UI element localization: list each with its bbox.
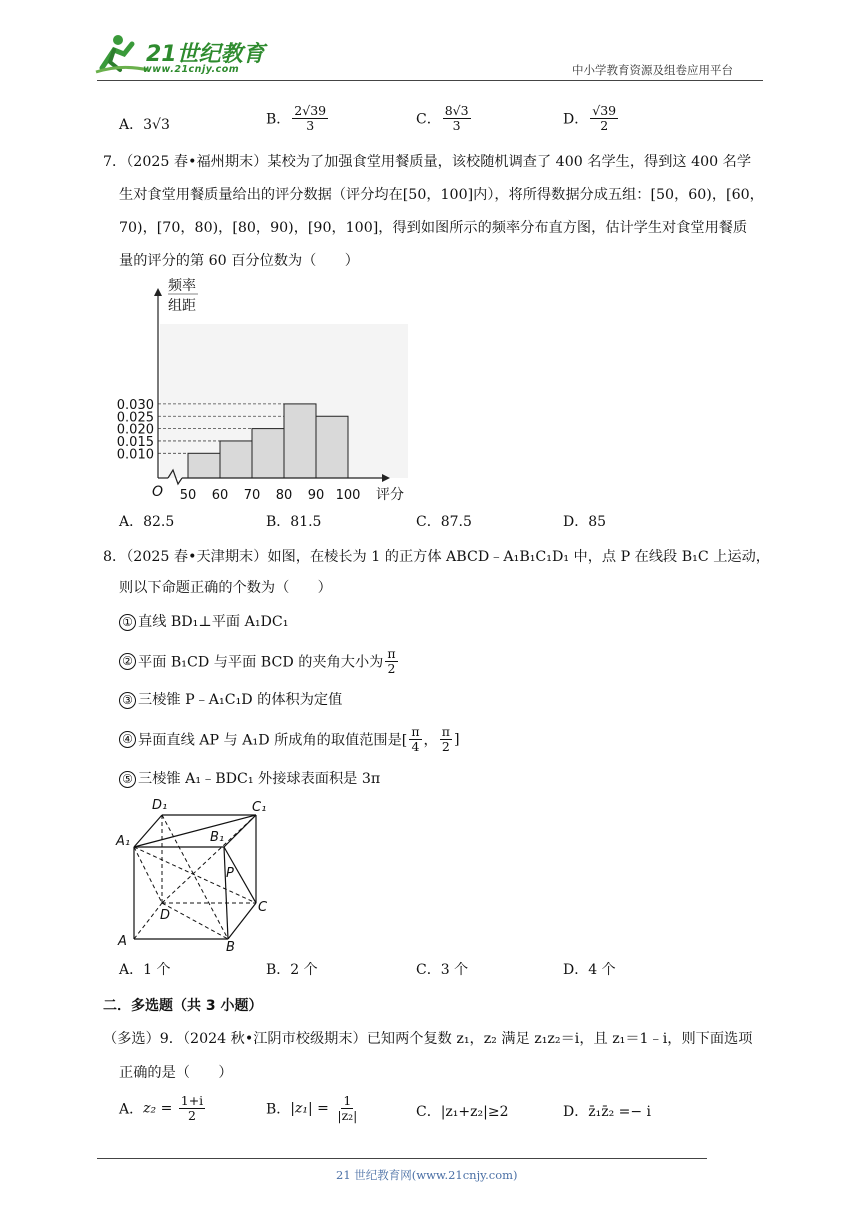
- logo-title: 21世纪教育: [146, 42, 265, 67]
- histogram-bar: [252, 429, 284, 478]
- q6-option-d[interactable]: D． $\frac{√39}{2}$: [563, 103, 617, 133]
- q8-option-c[interactable]: C．3 个: [416, 962, 469, 978]
- q8-statement-1: ① 直线 BD₁⊥平面 A₁DC₁: [119, 612, 288, 632]
- y-tick-label: 0.025: [116, 410, 154, 426]
- y-axis-arrow: [154, 288, 162, 296]
- footer-rule: [97, 1158, 707, 1159]
- q6-option-c[interactable]: C． $\frac{8√3}{3}$: [416, 103, 469, 133]
- q7-line-2: 生对食堂用餐质量给出的评分数据（评分均在[50，100]内），将所得数据分成五组：[50，60)，[60，: [119, 187, 764, 203]
- footer-text[interactable]: 21 世纪教育网(www.21cnjy.com): [336, 1168, 518, 1182]
- logo-url: www.21cnjy.com: [143, 64, 240, 75]
- x-tick-label: 60: [211, 488, 229, 503]
- q8-statement-4: ④ 异面直线 AP 与 A₁D 所成角的取值范围是[ $\frac{\pi}{4}$ ， $\frac{\pi}{2}$ ]: [119, 725, 460, 754]
- header-platform-text: 中小学教育资源及组卷应用平台: [572, 63, 733, 77]
- edge-ad: [134, 903, 162, 939]
- q8-statement-3: ③ 三棱锥 P﹣A₁C₁D 的体积为定值: [119, 690, 342, 710]
- section-title: 二．多选题（共 3 小题）: [103, 998, 263, 1014]
- y-axis-label-top: 频率: [168, 278, 196, 294]
- label-a1: A₁: [116, 834, 131, 849]
- x-tick-label: 70: [243, 488, 261, 503]
- q6-option-a[interactable]: A．3√3: [119, 117, 170, 133]
- histogram-bar: [284, 404, 316, 478]
- cube-figure: [112, 795, 272, 955]
- segment-dc1: [162, 815, 256, 903]
- label-c: C: [258, 900, 268, 915]
- q7-line-3: 70)，[70，80)，[80，90)，[90，100]，得到如图所示的频率分布直方图，估计学生对食堂用餐质: [119, 220, 748, 236]
- q9-option-b[interactable]: B．|z₁| = $\frac{1}{\text{|z₂|}}$: [266, 1093, 358, 1123]
- segment-a1c: [134, 847, 256, 903]
- q7-line-1: 7．（2025 春•福州期末）某校为了加强食堂用餐质量，该校随机调查了 400 名学生，得到这 400 名学: [103, 154, 752, 170]
- x-tick-label: 100: [335, 488, 361, 503]
- q7-line-4: 量的评分的第 60 百分位数为（ ）: [119, 253, 359, 269]
- q9-option-a[interactable]: A．z₂ = $\frac{1+i}{2}$: [119, 1093, 204, 1123]
- q8-intro-2: 则以下命题正确的个数为（ ）: [119, 580, 332, 596]
- label-b: B: [226, 940, 235, 955]
- label-b1: B₁: [210, 830, 225, 845]
- q8-statement-2: ② 平面 B₁CD 与平面 BCD 的夹角大小为 $\frac{\pi}{2}$: [119, 647, 400, 676]
- y-tick-label: 0.010: [116, 447, 154, 463]
- q9-option-d[interactable]: D．z̄₁z̄₂ =− i: [563, 1104, 652, 1120]
- q8-statement-5: ⑤ 三棱锥 A₁﹣BDC₁ 外接球表面积是 3π: [119, 769, 380, 789]
- y-tick-label: 0.020: [116, 422, 154, 438]
- q7-option-d[interactable]: D．85: [563, 514, 607, 530]
- histogram-bar: [188, 453, 220, 478]
- frequency-histogram: [110, 272, 420, 512]
- x-tick-label: 80: [275, 488, 293, 503]
- y-tick-label: 0.030: [116, 397, 154, 413]
- q8-option-b[interactable]: B．2 个: [266, 962, 318, 978]
- header-rule: [97, 80, 763, 81]
- q8-intro-1: 8．（2025 春•天津期末）如图，在棱长为 1 的正方体 ABCD﹣A₁B₁C₁D₁ 中，点 P 在线段 B₁C 上运动，: [103, 549, 770, 565]
- q6-option-b[interactable]: B． $\frac{2√39}{3}$: [266, 103, 327, 133]
- q8-option-a[interactable]: A．1 个: [119, 962, 171, 978]
- edge-a1d1: [134, 815, 162, 847]
- label-d1: D₁: [152, 798, 168, 813]
- q8-option-d[interactable]: D．4 个: [563, 962, 616, 978]
- histogram-bar: [316, 416, 348, 478]
- origin-label: O: [152, 484, 164, 500]
- x-axis-label: 评分: [376, 487, 404, 503]
- q9-line-2: 正确的是（ ）: [119, 1065, 233, 1081]
- label-d: D: [160, 908, 171, 923]
- label-a: A: [118, 934, 127, 949]
- label-c1: C₁: [252, 800, 267, 815]
- q7-option-c[interactable]: C．87.5: [416, 514, 472, 530]
- q9-option-c[interactable]: C．|z₁+z₂|≥2: [416, 1104, 509, 1120]
- edge-bc: [228, 903, 256, 939]
- segment-a1c1: [134, 815, 256, 847]
- q9-line-1: （多选）9．（2024 秋•江阴市校级期末）已知两个复数 z₁，z₂ 满足 z₁z₂＝i，且 z₁＝1﹣i，则下面选项: [103, 1031, 753, 1047]
- q7-option-a[interactable]: A．82.5: [119, 514, 175, 530]
- q7-option-b[interactable]: B．81.5: [266, 514, 322, 530]
- y-axis-label-bottom: 组距: [168, 298, 196, 314]
- x-tick-label: 50: [179, 488, 197, 503]
- edge-b1b: [224, 847, 228, 939]
- y-tick-label: 0.015: [116, 434, 154, 450]
- histogram-bar: [220, 441, 252, 478]
- label-p: P: [226, 866, 234, 881]
- segment-a1d: [134, 847, 162, 903]
- x-tick-label: 90: [307, 488, 325, 503]
